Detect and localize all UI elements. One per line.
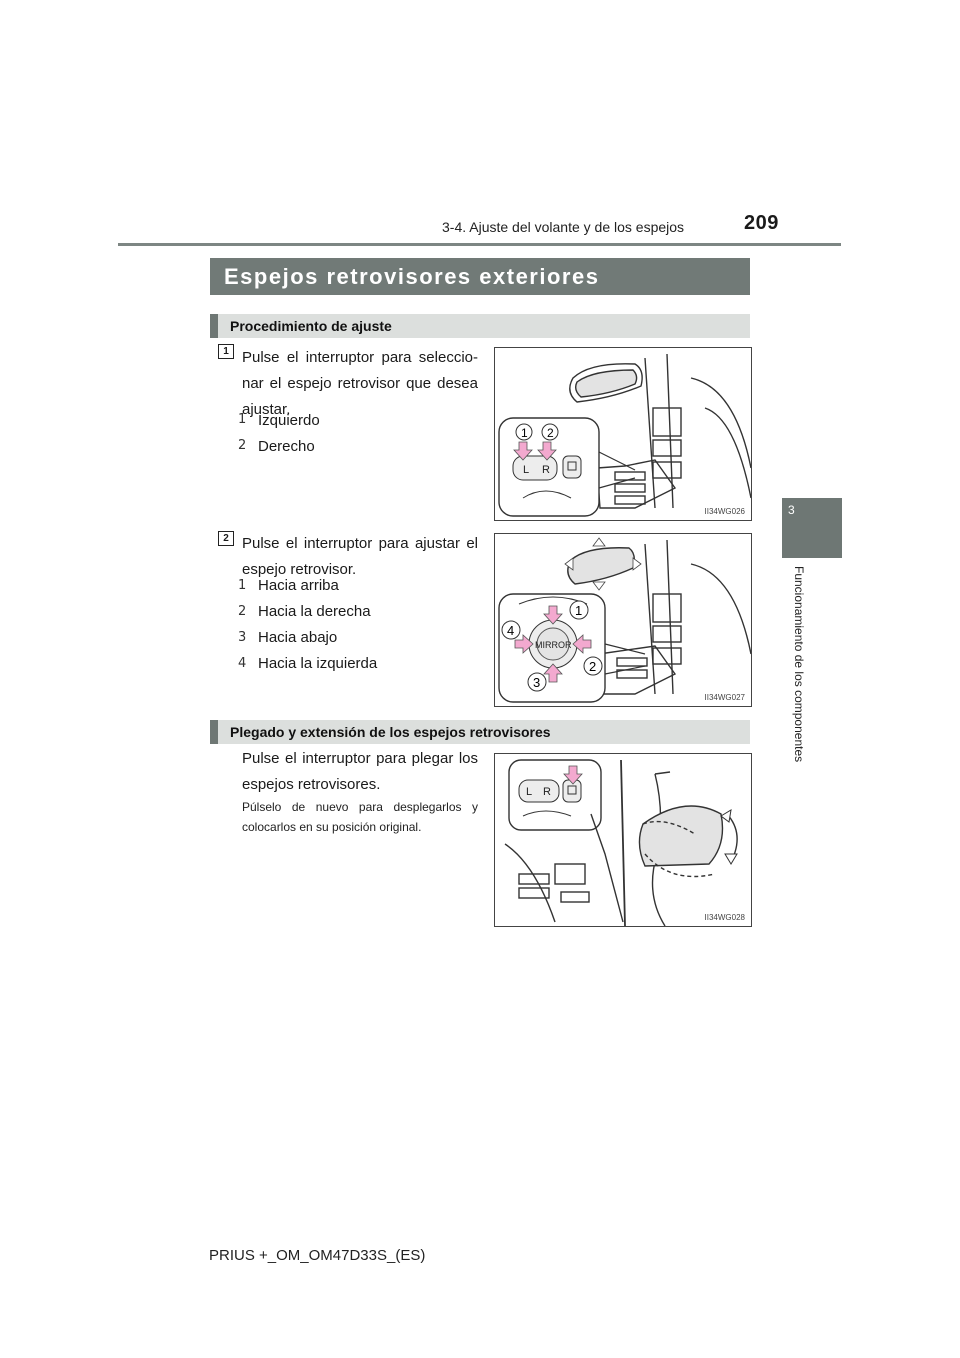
switch-r-label: R [543, 786, 551, 798]
item-label-right-dir: Hacia la derecha [258, 603, 371, 620]
mirror-fold-illustration [495, 754, 751, 926]
callout-2: 2 [589, 659, 597, 674]
item-number: 1 [238, 578, 247, 593]
item-label-right: Derecho [258, 438, 315, 455]
subsection-heading-fold: Plegado y extensión de los espejos retrovisores [210, 720, 750, 744]
item-label-left-dir: Hacia la izquierda [258, 655, 378, 672]
header-rule [118, 243, 841, 246]
figure-code: II34WG026 [704, 507, 745, 516]
footer-doc-code: PRIUS +_OM_OM47D33S_(ES) [209, 1247, 426, 1264]
figure-code: II34WG027 [704, 693, 745, 702]
callout-2: 2 [547, 426, 554, 440]
switch-l-label: L [526, 786, 533, 798]
figure-mirror-adjust-switch [494, 533, 752, 707]
item-label-left: Izquierdo [258, 412, 320, 429]
section-title: Espejos retrovisores exteriores [210, 258, 750, 295]
chapter-tab-number: 3 [788, 503, 795, 517]
callout-1: 1 [575, 603, 583, 618]
fold-text: Pulse el interruptor para plegar los espejos retrovisores. [242, 750, 478, 793]
step-1-text: Pulse el interruptor para seleccio-nar el espejo retrovisor que desea ajustar. [242, 349, 478, 418]
chapter-title: 3-4. Ajuste del volante y de los espejos [442, 219, 685, 235]
chapter-tab [782, 498, 842, 558]
step-badge-2: 2 [218, 531, 234, 546]
chapter-tab-label-text: Funcionamiento de los componentes [792, 566, 806, 763]
car-door-illustration [495, 348, 751, 520]
page-number: 209 [744, 212, 779, 234]
subsection-heading-adjust: Procedimiento de ajuste [210, 314, 750, 338]
figure-mirror-fold [494, 753, 752, 927]
item-label-up: Hacia arriba [258, 577, 339, 594]
item-number: 3 [238, 630, 247, 645]
figure-mirror-select-switch [494, 347, 752, 521]
mirror-adjust-illustration [495, 534, 751, 706]
item-label-down: Hacia abajo [258, 629, 338, 646]
item-number: 1 [238, 412, 247, 427]
figure-code: II34WG028 [704, 913, 745, 922]
callout-1: 1 [521, 426, 528, 440]
step-badge-1: 1 [218, 344, 234, 359]
step-2-text: Pulse el interruptor para ajustar el espejo retrovisor. [242, 535, 478, 578]
switch-l-label: L [523, 464, 530, 476]
item-number: 4 [238, 656, 247, 671]
callout-3: 3 [533, 675, 541, 690]
switch-r-label: R [542, 464, 550, 476]
chapter-tab-label [792, 566, 806, 786]
mirror-switch-label: MIRROR [535, 640, 572, 650]
fold-note: Púlselo de nuevo para desplegarlos y colocarlos en su posición original. [242, 800, 478, 834]
callout-4: 4 [507, 623, 515, 638]
item-number: 2 [238, 438, 247, 453]
item-number: 2 [238, 604, 247, 619]
